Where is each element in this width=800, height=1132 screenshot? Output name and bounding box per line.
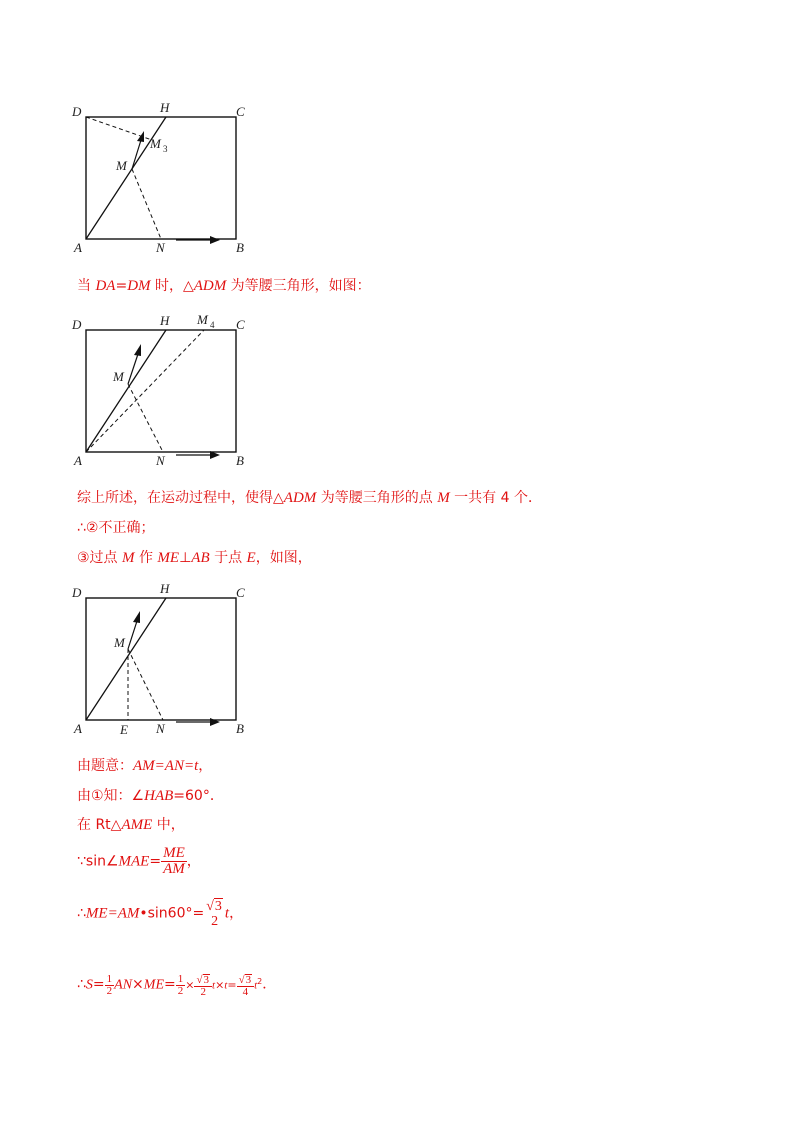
label-m3-sub: 3 xyxy=(163,144,168,154)
text-line-5: 由题意：AM=AN=t， xyxy=(77,758,213,774)
label-a: A xyxy=(74,240,82,255)
text-line-4: ③过点 M 作 ME⊥AB 于点 E，如图， xyxy=(77,550,312,566)
label-n: N xyxy=(156,721,165,736)
arrow-head xyxy=(133,611,140,623)
label-c: C xyxy=(236,317,245,332)
label-m: M xyxy=(113,369,124,384)
fraction-1-2: $\frac{1}{2}$ xyxy=(106,973,113,998)
label-b: B xyxy=(236,453,244,468)
label-n: N xyxy=(156,453,165,468)
fraction-me-am: $\frac{ME}{AM}$ xyxy=(163,845,185,877)
figure-3 xyxy=(70,581,270,741)
dashed-am4 xyxy=(86,330,204,452)
label-m4-sub: 4 xyxy=(210,320,215,330)
rectangle xyxy=(86,598,236,720)
label-c: C xyxy=(236,104,245,119)
label-a: A xyxy=(74,453,82,468)
figure-2 xyxy=(70,311,270,471)
label-h: H xyxy=(160,100,170,115)
text-line-2: 综上所述，在运动过程中，使得△ADM 为等腰三角形的点 M 一共有 4 个． xyxy=(77,490,542,506)
label-d: D xyxy=(72,585,82,600)
fraction-sqrt3-2-b: $\frac{√3}{2}$ xyxy=(194,974,212,998)
arrow-shaft xyxy=(132,140,141,169)
label-m3: M xyxy=(150,136,161,151)
rectangle xyxy=(86,117,236,239)
arrow-n-head xyxy=(210,236,220,244)
dashed-mn xyxy=(128,649,163,720)
label-m4: M xyxy=(197,312,208,327)
text-line-1: 当 DA=DM 时，△ADM 为等腰三角形，如图： xyxy=(77,278,371,294)
label-h: H xyxy=(160,313,170,328)
label-m: M xyxy=(114,635,125,650)
rectangle xyxy=(86,330,236,452)
figure-1 xyxy=(70,100,270,260)
label-m: M xyxy=(116,158,127,173)
text-line-10: ∴S= $\frac{1}{2}$ AN×ME= $\frac{1}{2}$ × $\frac{√3}{2}$ t×t= $\frac{√3}{4}$ $t^2$． xyxy=(77,973,277,998)
label-c: C xyxy=(236,585,245,600)
arrow-head xyxy=(137,131,144,142)
text-line-7: 在 Rt△AME 中， xyxy=(77,817,185,833)
label-n: N xyxy=(156,240,165,255)
text-line-3: ∴②不正确； xyxy=(77,520,155,536)
text-line-9: ∴ME=AM•sin60°= √3 2 t， xyxy=(77,899,244,929)
text-line-8: ∵sin∠MAE= $\frac{ME}{AM}$ ， xyxy=(77,845,201,877)
fraction-sqrt3-2: √3 2 xyxy=(206,899,222,929)
fraction-sqrt3-4: $\frac{√3}{4}$ xyxy=(237,974,255,998)
fraction-1-2-b: $\frac{1}{2}$ xyxy=(177,973,184,998)
text-line-6: 由①知：∠HAB=60°． xyxy=(77,788,224,804)
arrow-head xyxy=(134,344,141,356)
dashed-mn xyxy=(132,169,161,239)
label-b: B xyxy=(236,721,244,736)
label-b: B xyxy=(236,240,244,255)
label-d: D xyxy=(72,104,82,119)
dashed-mn xyxy=(128,384,163,452)
label-h: H xyxy=(160,581,170,596)
label-e: E xyxy=(120,722,128,737)
arrow-n-head xyxy=(210,718,220,726)
label-d: D xyxy=(72,317,82,332)
label-a: A xyxy=(74,721,82,736)
